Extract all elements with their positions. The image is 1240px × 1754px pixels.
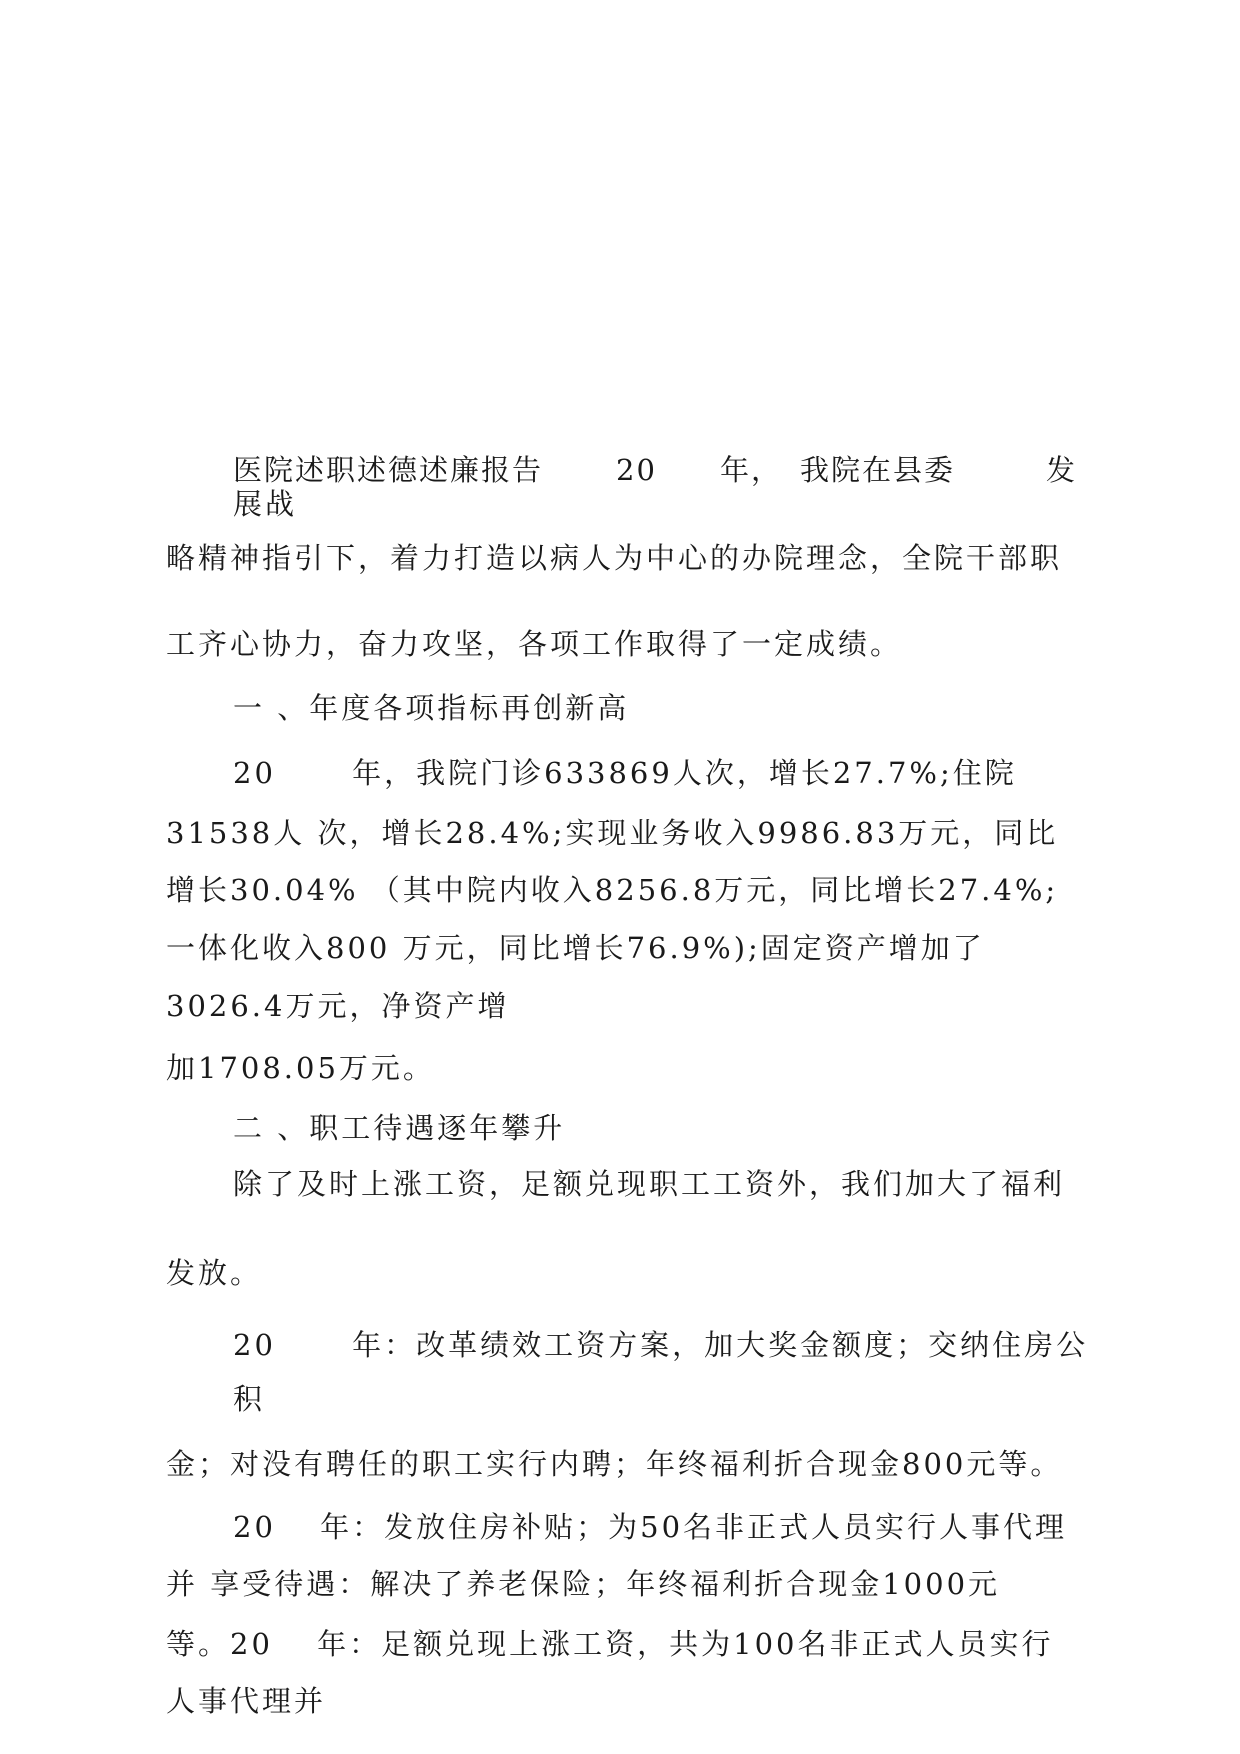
- paragraph-line: 等。20 年：足额兑现上涨工资，共为100名非正式人员实行: [166, 1627, 1054, 1661]
- section-heading: 二 、职工待遇逐年攀升: [233, 1111, 566, 1145]
- paragraph-line: 工齐心协力，奋力攻坚，各项工作取得了一定成绩。: [166, 627, 903, 661]
- paragraph-line: 金；对没有聘任的职工实行内聘；年终福利折合现金800元等。: [166, 1447, 1063, 1481]
- title-year-suffix: 年，: [720, 453, 783, 487]
- document-title: 医院述职述德述廉报告: [233, 453, 544, 487]
- section-heading: 一 、年度各项指标再创新高: [233, 691, 630, 725]
- paragraph-line: 一体化收入800 万元，同比增长76.9%);固定资产增加了: [166, 931, 985, 965]
- title-year: 20: [616, 453, 657, 487]
- title-phrase: 我院在县委: [800, 453, 956, 487]
- paragraph-line: 并 享受待遇：解决了养老保险；年终福利折合现金1000元: [166, 1567, 1001, 1601]
- paragraph-line: 除了及时上涨工资，足额兑现职工工资外，我们加大了福利: [233, 1167, 1066, 1201]
- paragraph-line: 展战: [233, 487, 298, 521]
- paragraph-line: 3026.4万元，净资产增: [166, 989, 510, 1023]
- paragraph-line: 31538人 次，增长28.4%;实现业务收入9986.83万元，同比: [166, 816, 1059, 850]
- paragraph-line: 人事代理并: [166, 1684, 327, 1718]
- paragraph-line: 增长30.04% （其中院内收入8256.8万元，同比增长27.4%;: [166, 873, 1059, 907]
- title-tail: 发: [1046, 453, 1078, 487]
- paragraph-line: 略精神指引下，着力打造以病人为中心的办院理念，全院干部职: [166, 541, 1063, 575]
- paragraph-line: 20 年：改革绩效工资方案，加大奖金额度；交纳住房公: [233, 1328, 1089, 1362]
- paragraph-line: 20 年：发放住房补贴；为50名非正式人员实行人事代理: [233, 1510, 1068, 1544]
- paragraph-line: 20 年，我院门诊633869人次，增长27.7%;住院: [233, 756, 1017, 790]
- paragraph-line: 积: [233, 1382, 266, 1416]
- paragraph-line: 发放。: [166, 1256, 263, 1290]
- paragraph-line: 加1708.05万元。: [166, 1051, 435, 1085]
- title-row: [233, 452, 1083, 488]
